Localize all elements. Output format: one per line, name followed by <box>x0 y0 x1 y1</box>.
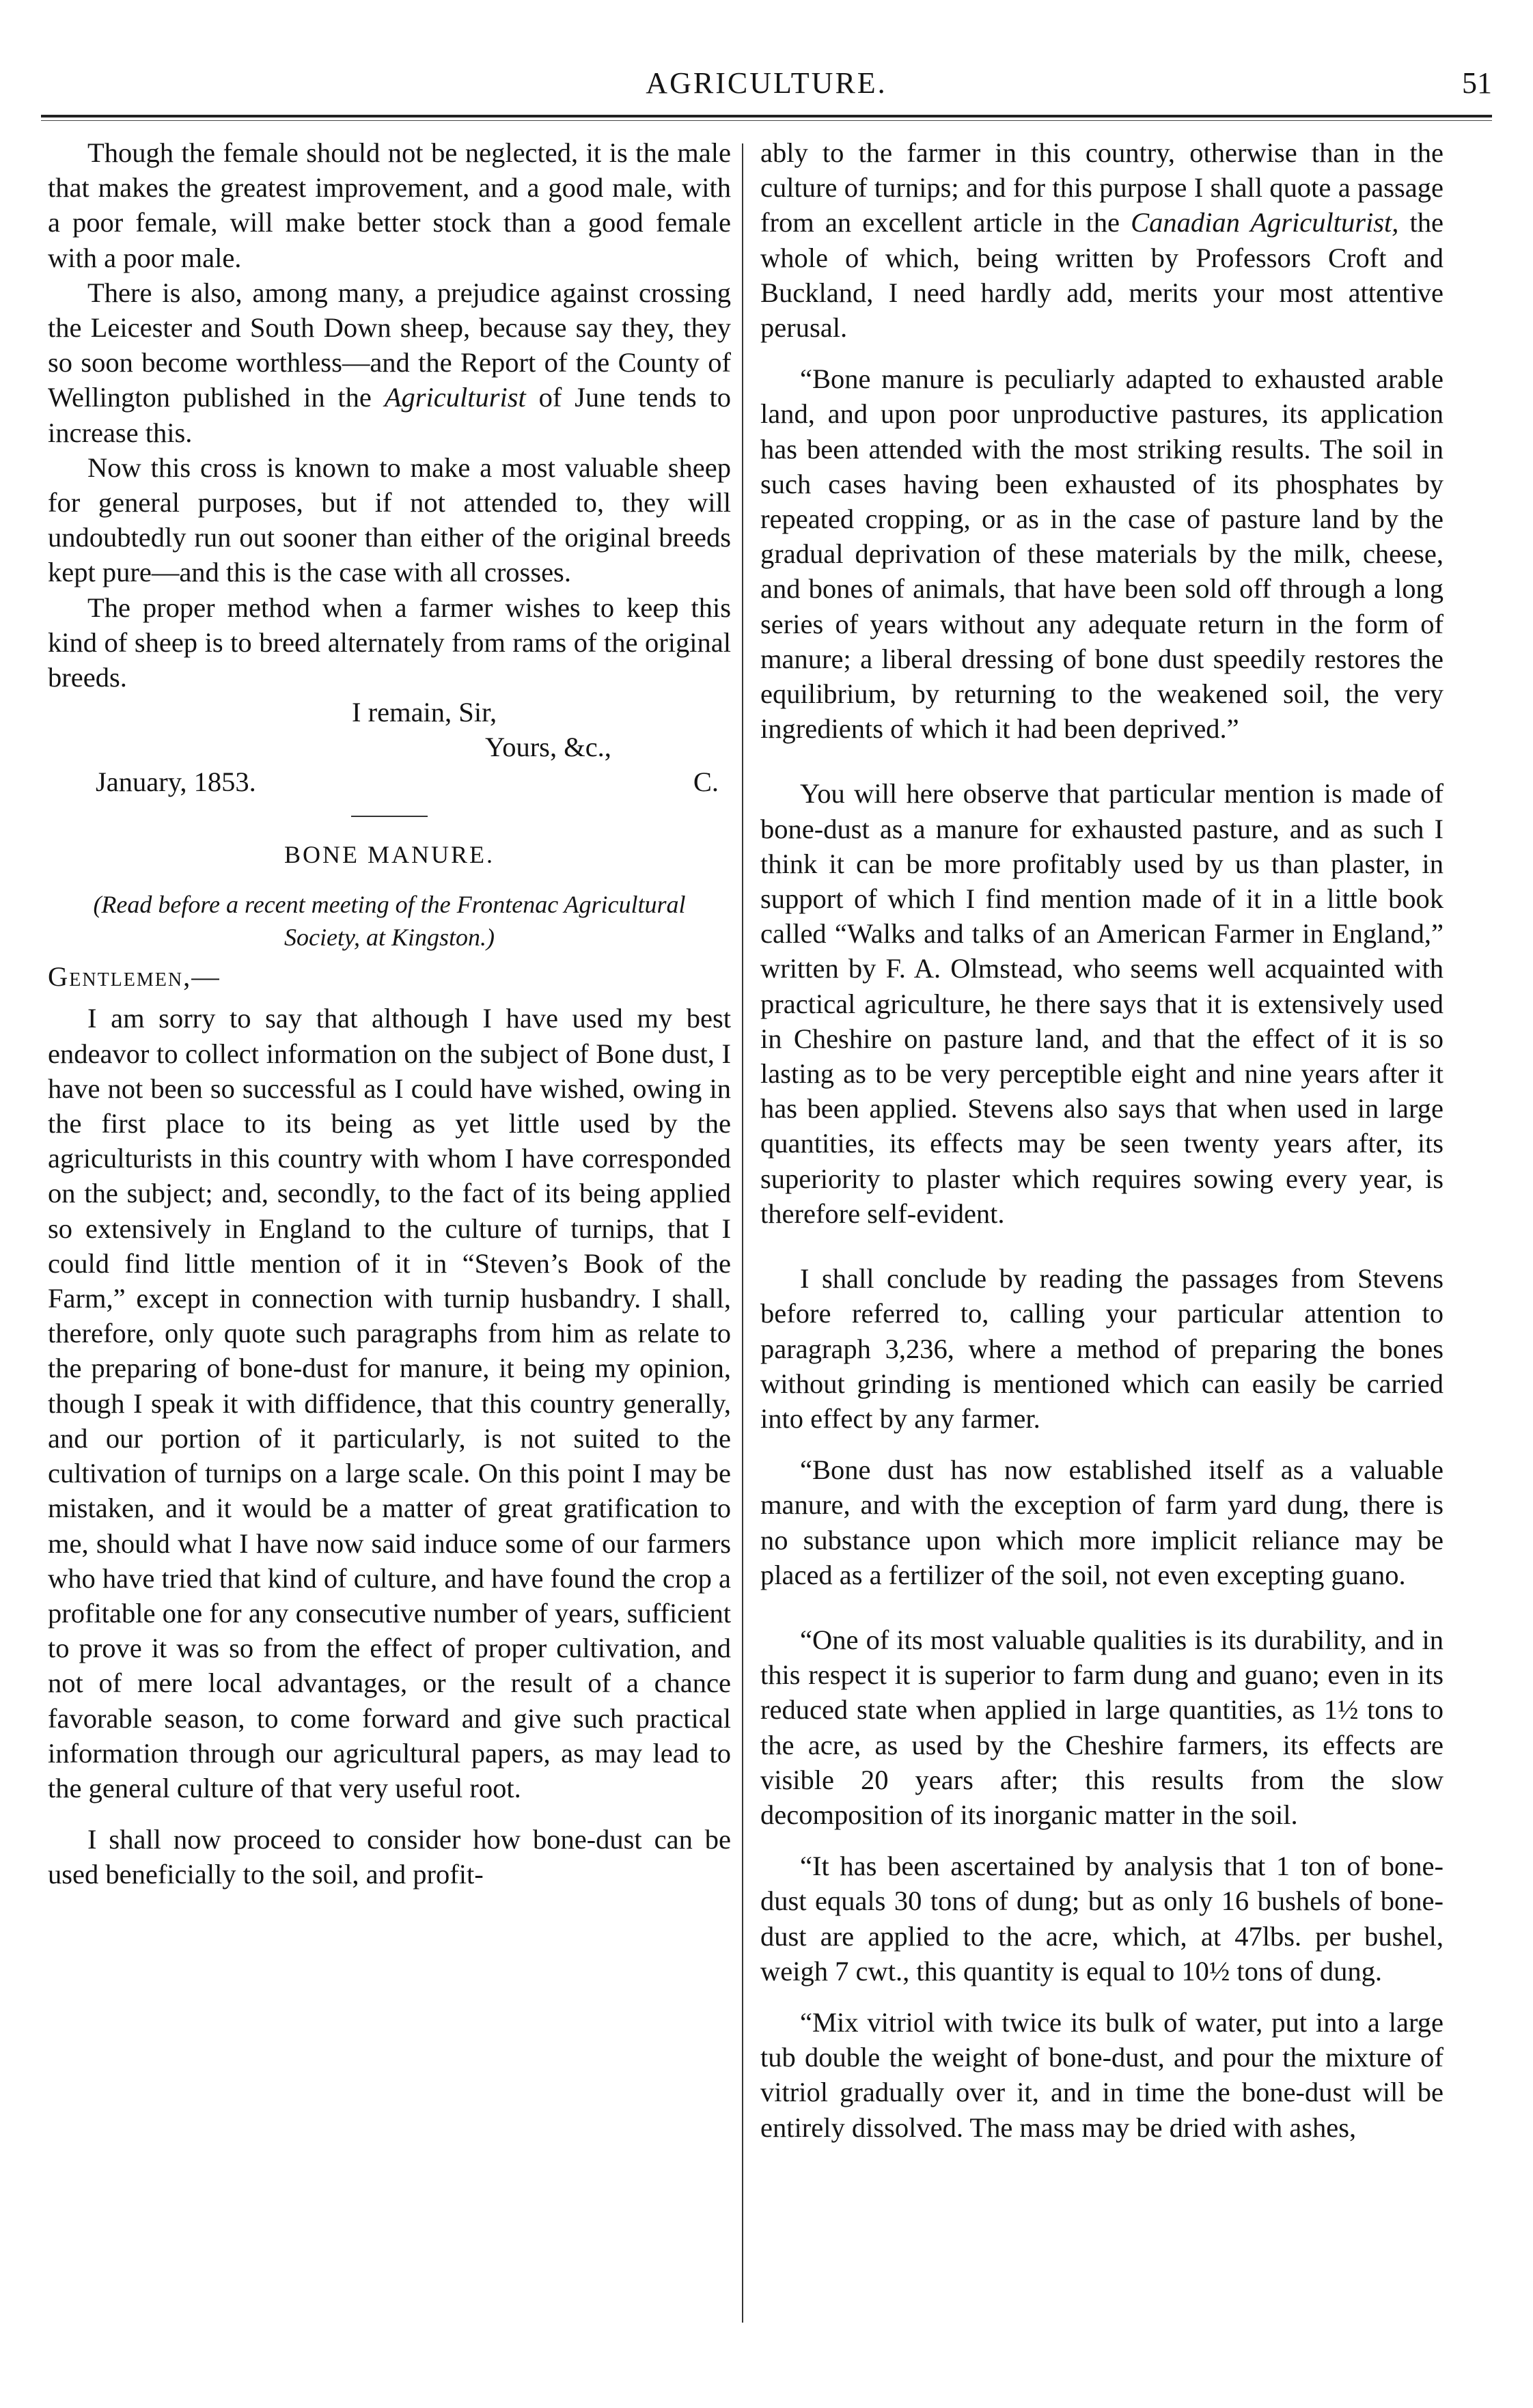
paragraph: “It has been ascertained by analysis that 1 ton of bone-dust equals 30 tons of dung; but as only 16 bushels of bone-dust are applied to the acre, which, at 47lbs. per bushel, weigh 7 cwt., this quantity is equal to 10½ tons of dung. <box>760 1851 1444 1987</box>
page-number: 51 <box>1462 66 1492 100</box>
paragraph: “Mix vitriol with twice its bulk of water, put into a large tub double the weight of bone-dust, and pour the mixture of vitriol gradually over it, and in time the bone-dust will be entirely dissolved. The mass may be dried with ashes, <box>760 2006 1444 2143</box>
closing-line: I remain, Sir, <box>352 697 497 728</box>
signature-initial: C. <box>693 766 719 798</box>
paragraph: “Bone manure is peculiarly adapted to exhausted arable land, and upon poor unproductive pastures, its application has been attended with the most striking results. The soil in such cases having been exhausted of its phosphates by repeated cropping, or as in the case of pasture land by the gradual deprivation of these materials by the milk, cheese, and bones of animals, that have been sold off through a long series of years without any adequate return in the form of manure; a liberal dressing of bone dust speedily restores the equilibrium, by returning to the weakened soil, the very ingredients of which it had been deprived.” <box>760 363 1444 745</box>
section-note: (Read before a recent meeting of the Frontenac Agricultural Society, at Kingston.) <box>93 891 686 952</box>
text-run: the whole of which, being written by Professors Croft and Buckland, I need hardly add, merits your most attentive perusal. <box>760 207 1444 344</box>
paragraph: Now this cross is known to make a most valuable sheep for general purposes, but if not attended to, they will undoubtedly run out sooner than either of the original breeds kept pure—and this is the case with all crosses. <box>48 452 731 588</box>
italic-title: Canadian Agriculturist, <box>1131 207 1399 238</box>
letter-date: January, 1853. <box>96 766 256 798</box>
paragraph: You will here observe that particular mention is made of bone-dust as a manure for exhausted pasture, and as such I think it can be more profitably used by us than plaster, in support of which I find mention made of it in a little book called “Walks and talks of an American Farmer in England,” written by F. A. Olmstead, who seems well acquainted with practical agriculture, he there says that it is extensively used in Cheshire on pasture land, and that the effect of it is so lasting as to be very perceptible eight and nine years after it has been applied. Stevens also says that when used in large quantities, its effects may be seen twenty years after, its superiority to plaster which requires sowing every year, is therefore self-evident. <box>760 778 1444 1229</box>
header-rule-thin <box>41 120 1492 121</box>
paragraph: “One of its most valuable qualities is its durability, and in this respect it is superior to farm dung and guano; even in its reduced state when applied in large quantities, as 1½ tons to the acre, as used by the Cheshire farmers, its effects are visible 20 years after; this results from the slow decomposition of its inorganic matter in the soil. <box>760 1624 1444 1830</box>
closing-line: Yours, &c., <box>485 732 611 763</box>
paragraph: “Bone dust has now established itself as a valuable manure, and with the exception of farm yard dung, there is no substance upon which more implicit reliance may be placed as a fertilizer of the soil, not even excepting guano. <box>760 1454 1444 1590</box>
paragraph-gap <box>760 1592 1444 1622</box>
paragraph-gap <box>760 746 1444 776</box>
paragraph: I shall now proceed to consider how bone-dust can be used beneficially to the soil, and profit- <box>48 1824 731 1890</box>
salutation: Gentlemen,— <box>48 961 221 993</box>
paragraph <box>760 135 1444 345</box>
paragraph-gap <box>760 1231 1444 1261</box>
section-title: BONE MANURE. <box>284 841 495 869</box>
left-column <box>48 135 731 1892</box>
paragraph-gap <box>760 1989 1444 2005</box>
running-head <box>41 63 1492 104</box>
paragraph <box>48 275 731 450</box>
paragraph: Though the female should not be neglected, it is the male that makes the greatest improvement, and a good male, with a poor female, will make better stock than a good female with a poor male. <box>48 137 731 273</box>
paragraph-gap <box>760 345 1444 361</box>
right-column <box>760 135 1444 2145</box>
paragraph-gap <box>760 1832 1444 1849</box>
paragraph: The proper method when a farmer wishes to keep this kind of sheep is to breed alternately from rams of the original breeds. <box>48 592 731 693</box>
text-run: of June tends to increase this. <box>48 382 731 448</box>
header-rule <box>41 115 1492 117</box>
paragraph-gap <box>48 1805 731 1822</box>
text-run: There is also, among many, a prejudice against crossing the Leicester and South Down sheep, because say they, they so soon become worthless—and the Report of the County of Wellington published in the <box>48 277 731 413</box>
letter-signoff <box>48 695 731 799</box>
section-divider <box>351 816 428 817</box>
column-divider <box>742 143 743 2323</box>
paragraph: I shall conclude by reading the passages from Stevens before referred to, calling your particular attention to paragraph 3,236, where a method of preparing the bones without grinding is mentioned which can easily be carried into effect by any farmer. <box>760 1263 1444 1434</box>
italic-title: Agriculturist <box>384 382 526 413</box>
paragraph-gap <box>760 1436 1444 1452</box>
running-title: AGRICULTURE. <box>646 66 887 100</box>
text-run: ably to the farmer in this country, otherwise than in the culture of turnips; and for this purpose I shall quote a passage from an excellent article in the <box>760 137 1444 238</box>
paragraph: I am sorry to say that although I have used my best endeavor to collect information on the subject of Bone dust, I have not been so successful as I could have wished, owing in the first place to its being as yet little used by the agriculturists in this country with whom I have corresponded on the subject; and, secondly, to the fact of its being applied so extensively in England to the culture of turnips, that I could find little mention of it in “Steven’s Book of the Farm,” except in connection with turnip husbandry. I shall, therefore, only quote such paragraphs from him as relate to the preparing of bone-dust for manure, it being my opinion, though I speak it with diffidence, that this country generally, and our portion of it particularly, is not suited to the cultivation of turnips on a large scale. On this point I may be mistaken, and it would be a matter of great gratification to me, should what I have now said induce some of our farmers who have tried that kind of culture, and have found the crop a profitable one for any consecutive number of years, sufficient to prove it was so from the effect of proper cultivation, and not of mere local advantages, or the result of a chance favorable season, to come forward and give such practical information through our agricultural papers, as may lead to the general culture of that very useful root. <box>48 1003 731 1803</box>
